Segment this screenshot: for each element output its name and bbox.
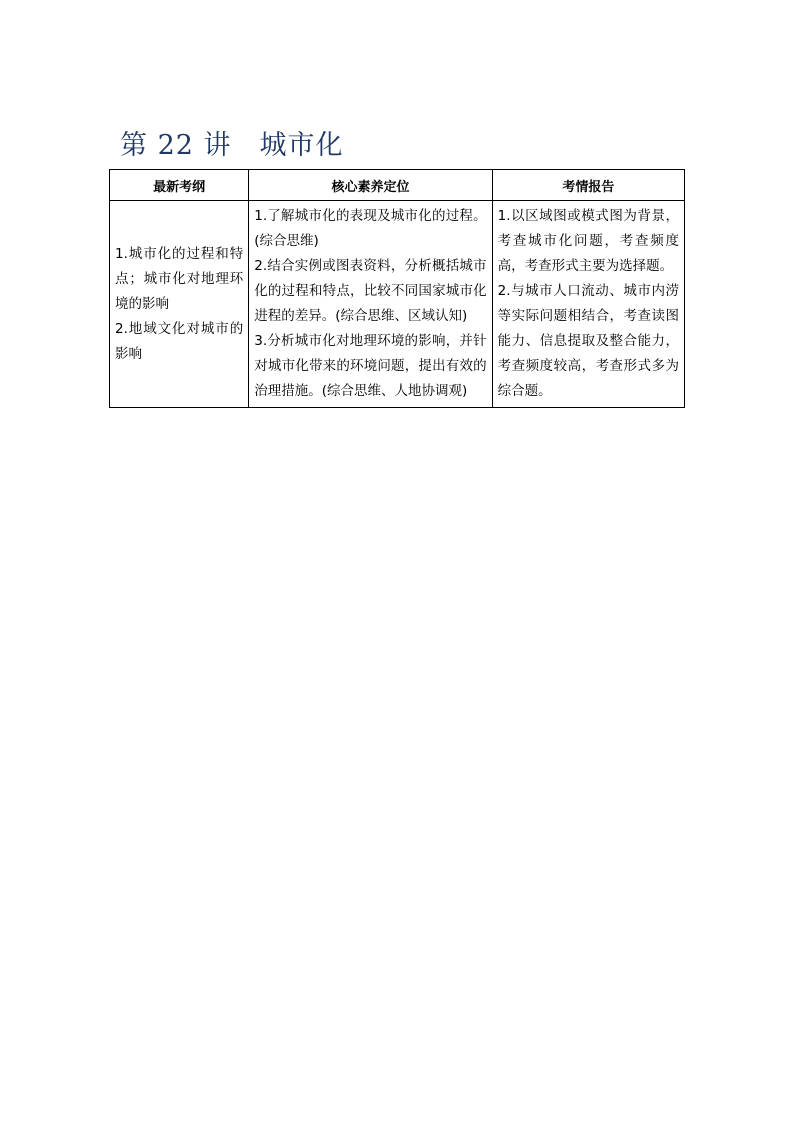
core-literacy-cell <box>249 201 492 408</box>
exam-report-item: 1.以区域图或模式图为背景，考查城市化问题，考查频度高，考查形式主要为选择题。 <box>497 208 679 274</box>
page-title: 第 22 讲 城市化 <box>120 130 344 161</box>
header-core-literacy: 核心素养定位 <box>249 170 492 201</box>
syllabus-item: 2.地域文化对城市的影响 <box>115 320 244 362</box>
header-exam-report: 考情报告 <box>492 170 684 201</box>
core-literacy-item: 3.分析城市化对地理环境的影响，并针对城市化带来的环境问题，提出有效的治理措施。(综合思维、人地协调观) <box>254 333 487 399</box>
syllabus-table <box>109 169 685 408</box>
table-row <box>110 201 685 408</box>
table-header-row <box>110 170 685 201</box>
core-literacy-item: 1.了解城市化的表现及城市化的过程。(综合思维) <box>254 208 487 249</box>
header-syllabus: 最新考纲 <box>110 170 249 201</box>
syllabus-cell <box>110 201 249 408</box>
exam-report-item: 2.与城市人口流动、城市内涝等实际问题相结合，考查读图能力、信息提取及整合能力，考查频度较高，考查形式多为综合题。 <box>497 283 679 399</box>
syllabus-item: 1.城市化的过程和特点；城市化对地理环境的影响 <box>115 245 244 312</box>
exam-report-cell <box>492 201 684 408</box>
core-literacy-item: 2.结合实例或图表资料，分析概括城市化的过程和特点，比较不同国家城市化进程的差异。(综合思维、区域认知) <box>254 258 487 324</box>
